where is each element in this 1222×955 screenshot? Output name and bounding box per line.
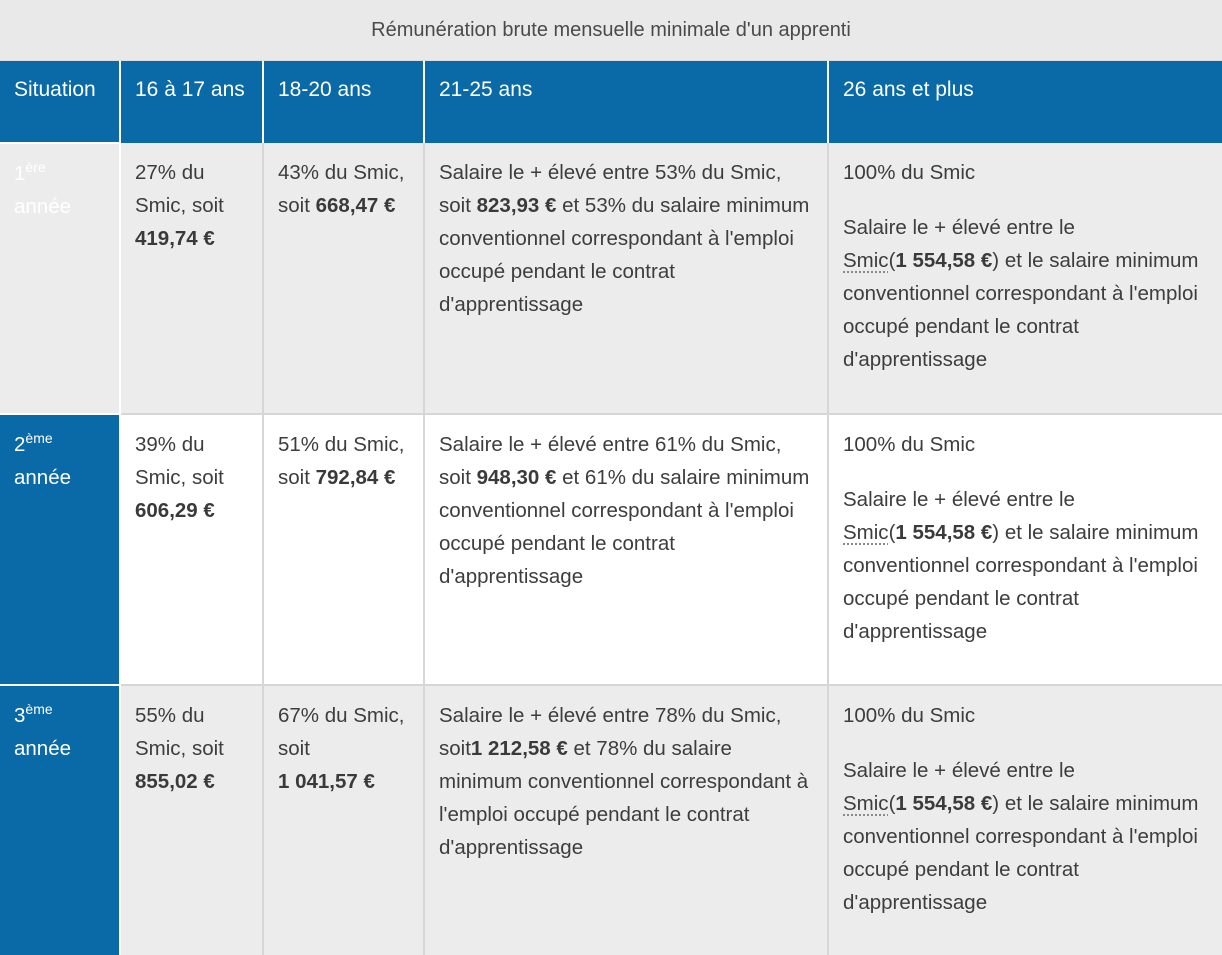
table-row: [0, 414, 1222, 685]
header-row: [0, 61, 1222, 143]
table-row: [0, 143, 1222, 414]
header-age-18-20: 18-20 ans: [263, 61, 424, 143]
cell-age-21-25: Salaire le + élevé entre 78% du Smic, soit1 212,58 € et 78% du salaire minimum conventionnel correspondant à l'emploi occupé pendant le contrat d'apprentissage: [424, 685, 828, 955]
cell-age-26-plus: 100% du Smic Salaire le + élevé entre le Smic(1 554,58 €) et le salaire minimum conventionnel correspondant à l'emploi occupé pendant le contrat d'apprentissage: [828, 143, 1222, 414]
smic-abbreviation[interactable]: Smic: [843, 792, 889, 815]
row-header-year-1: [0, 143, 120, 414]
smic-abbreviation[interactable]: Smic: [843, 249, 889, 272]
cell-age-26-plus: 100% du Smic Salaire le + élevé entre le Smic(1 554,58 €) et le salaire minimum conventionnel correspondant à l'emploi occupé pendant le contrat d'apprentissage: [828, 414, 1222, 685]
cell-age-26-plus: 100% du Smic Salaire le + élevé entre le Smic(1 554,58 €) et le salaire minimum conventionnel correspondant à l'emploi occupé pendant le contrat d'apprentissage: [828, 685, 1222, 955]
cell-age-18-20: 43% du Smic, soit 668,47 €: [263, 143, 424, 414]
year-number: 2: [14, 433, 26, 456]
row-header-year-3: [0, 685, 120, 955]
salary-table: [0, 61, 1222, 955]
header-age-26-plus: 26 ans et plus: [828, 61, 1222, 143]
amount: 855,02 €: [135, 770, 215, 793]
amount: 792,84 €: [315, 466, 396, 489]
cell-age-16-17: 39% du Smic, soit 606,29 €: [120, 414, 263, 685]
amount: 823,93 €: [476, 194, 557, 217]
amount: 419,74 €: [135, 227, 215, 250]
amount: 1 554,58 €: [895, 521, 993, 544]
year-number: 1: [14, 162, 26, 185]
year-suffix: ème: [25, 701, 53, 717]
amount: 948,30 €: [476, 466, 557, 489]
header-situation: Situation: [0, 61, 120, 143]
amount: 1 554,58 €: [895, 792, 993, 815]
table-caption: Rémunération brute mensuelle minimale d'un apprenti: [0, 0, 1222, 61]
amount: 1 212,58 €: [470, 737, 568, 760]
smic-abbreviation[interactable]: Smic: [843, 521, 889, 544]
amount: 668,47 €: [315, 194, 396, 217]
header-age-16-17: 16 à 17 ans: [120, 61, 263, 143]
year-suffix: ère: [25, 159, 46, 175]
row-header-year-2: [0, 414, 120, 685]
year-word: année: [14, 466, 72, 489]
year-suffix: ème: [25, 430, 53, 446]
cell-age-21-25: Salaire le + élevé entre 61% du Smic, soit 948,30 € et 61% du salaire minimum conventionnel correspondant à l'emploi occupé pendant le contrat d'apprentissage: [424, 414, 828, 685]
amount: 1 554,58 €: [895, 249, 993, 272]
cell-age-16-17: 27% du Smic, soit 419,74 €: [120, 143, 263, 414]
header-age-21-25: 21-25 ans: [424, 61, 828, 143]
amount: 606,29 €: [135, 499, 215, 522]
cell-age-18-20: 67% du Smic, soit 1 041,57 €: [263, 685, 424, 955]
year-word: année: [14, 737, 72, 760]
cell-age-16-17: 55% du Smic, soit 855,02 €: [120, 685, 263, 955]
cell-age-21-25: Salaire le + élevé entre 53% du Smic, soit 823,93 € et 53% du salaire minimum conventionnel correspondant à l'emploi occupé pendant le contrat d'apprentissage: [424, 143, 828, 414]
year-word: année: [14, 195, 72, 218]
year-number: 3: [14, 704, 26, 727]
cell-age-18-20: 51% du Smic, soit 792,84 €: [263, 414, 424, 685]
table-row: [0, 685, 1222, 955]
amount: 1 041,57 €: [278, 770, 375, 793]
